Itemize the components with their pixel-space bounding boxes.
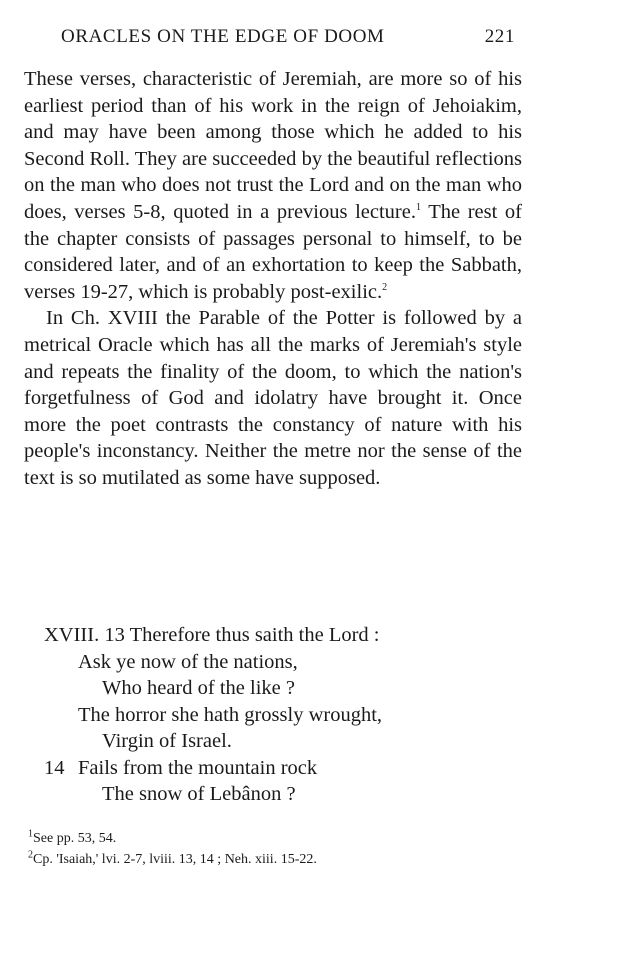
verse-line: Virgin of Israel. xyxy=(102,730,232,752)
paragraph-1 xyxy=(24,66,522,305)
footnote-text: See pp. 53, 54. xyxy=(33,831,117,846)
paragraph-1-continued: The rest of the chapter consists of passages personal to himself, to be considered later, and of an exhortation to keep the Sabbath, verses 19-27, which is probably post-exilic. xyxy=(24,200,522,303)
chapter-title: ORACLES ON THE EDGE OF DOOM xyxy=(61,26,385,47)
verse-line: Ask ye now of the nations, xyxy=(78,650,298,673)
footnote xyxy=(28,828,498,849)
paragraph-1-text: These verses, characteristic of Jeremiah, are more so of his earliest period than of his work in the reign of Jehoiakim, and may have been among those which he added to his Second Roll. They are succeeded by the beautiful reflections on the man who does not trust the Lord and on the man who does, verses 5-8, quoted in a previous lecture. xyxy=(24,68,522,223)
verse-block xyxy=(44,622,514,808)
body-text xyxy=(24,66,522,492)
verse-number: 14 xyxy=(44,756,65,779)
footnote-mark: 1 xyxy=(28,828,33,840)
verse-line xyxy=(44,755,514,782)
verse-line: The snow of Lebânon ? xyxy=(102,783,296,805)
footnote-ref-2: 2 xyxy=(382,281,388,293)
footnote xyxy=(28,849,498,870)
page-number: 221 xyxy=(484,26,515,47)
verse-line: The horror she hath grossly wrought, xyxy=(78,703,383,726)
footnote-text: Cp. 'Isaiah,' lvi. 2-7, lviii. 13, 14 ; Neh. xiii. 15-22. xyxy=(33,852,317,867)
footnote-ref-1: 1 xyxy=(415,202,421,214)
verse-line-text: Fails from the mountain rock xyxy=(78,756,318,779)
verse-line: Who heard of the like ? xyxy=(102,677,295,699)
footnotes xyxy=(28,828,498,870)
footnote-mark: 2 xyxy=(28,849,33,861)
paragraph-2: In Ch. XVIII the Parable of the Potter is followed by a metrical Oracle which has all the marks of Jeremiah's style and repeats the finality of the doom, to which the nation's forgetfulness of God and idolatry have brought it. Once more the poet contrasts the constancy of nature with his people's inconstancy. Neither the metre nor the sense of the text is so mutilated as some have supposed. xyxy=(24,307,522,489)
verse-line: XVIII. 13 Therefore thus saith the Lord : xyxy=(44,624,380,646)
